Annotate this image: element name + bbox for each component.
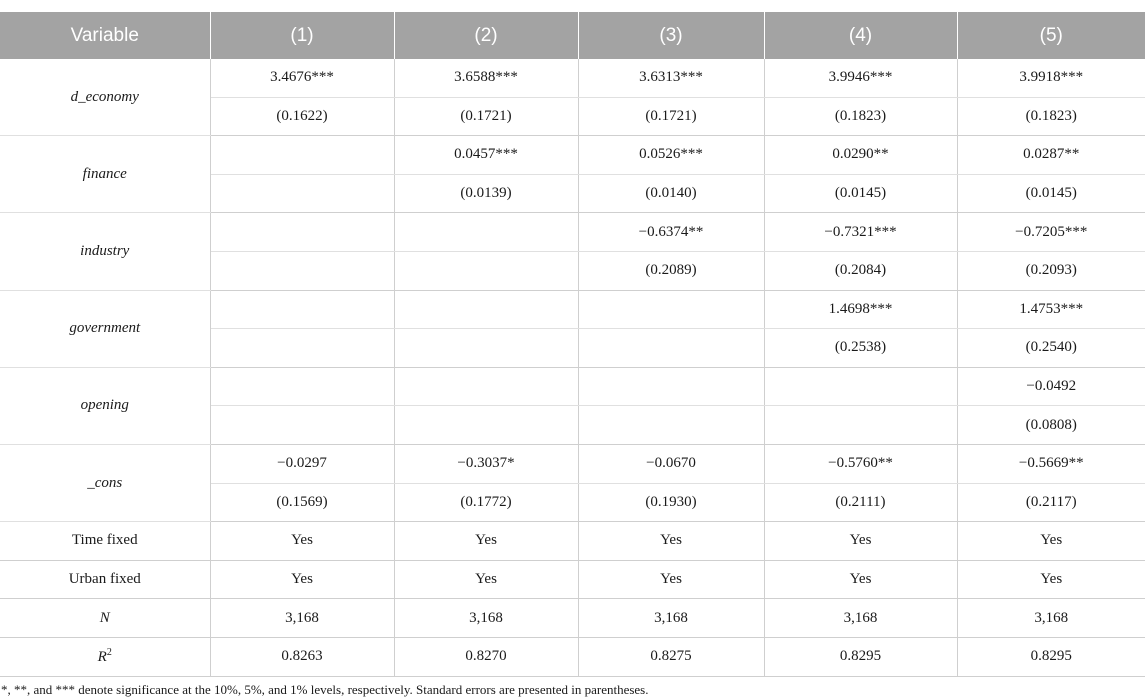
coefficient-cell: −0.0297 (210, 444, 394, 483)
statistic-cell: Yes (764, 560, 957, 599)
statistic-row (0, 599, 1145, 638)
standard-error-cell: (0.1622) (210, 97, 394, 136)
variable-name: _cons (0, 444, 210, 521)
statistic-cell: Yes (764, 522, 957, 561)
standard-error-cell: (0.1930) (578, 483, 764, 522)
coefficient-cell: 0.0526*** (578, 136, 764, 175)
coefficient-cell: 0.0457*** (394, 136, 578, 175)
coefficient-cell: 3.9918*** (957, 59, 1145, 97)
standard-error-cell (210, 174, 394, 213)
statistic-cell: Yes (210, 560, 394, 599)
coefficient-cell: −0.6374** (578, 213, 764, 252)
coefficient-cell (210, 367, 394, 406)
standard-error-cell (210, 251, 394, 290)
coefficient-cell: 1.4698*** (764, 290, 957, 329)
statistic-cell: 3,168 (957, 599, 1145, 638)
statistic-row (0, 560, 1145, 599)
standard-error-cell: (0.2093) (957, 251, 1145, 290)
coefficient-cell (764, 367, 957, 406)
statistic-label (0, 522, 210, 561)
variable-name: finance (0, 136, 210, 213)
statistic-cell: 0.8295 (764, 637, 957, 676)
coefficient-row (0, 213, 1145, 252)
statistic-cell: 3,168 (210, 599, 394, 638)
header-cell-model-4: (4) (764, 12, 957, 59)
coefficient-cell: 1.4753*** (957, 290, 1145, 329)
standard-error-cell (394, 329, 578, 368)
statistic-cell: Yes (394, 522, 578, 561)
standard-error-cell: (0.1772) (394, 483, 578, 522)
variable-name: opening (0, 367, 210, 444)
standard-error-cell (578, 406, 764, 445)
coefficient-cell (210, 213, 394, 252)
statistic-label (0, 560, 210, 599)
coefficient-cell: 3.4676*** (210, 59, 394, 97)
standard-error-cell: (0.0145) (764, 174, 957, 213)
statistic-cell: Yes (578, 560, 764, 599)
statistic-cell: 3,168 (394, 599, 578, 638)
standard-error-cell (210, 329, 394, 368)
coefficient-row (0, 290, 1145, 329)
coefficient-cell: −0.5669** (957, 444, 1145, 483)
statistic-cell: Yes (210, 522, 394, 561)
statistic-label (0, 599, 210, 638)
coefficient-cell (394, 290, 578, 329)
standard-error-cell: (0.2084) (764, 251, 957, 290)
coefficient-cell: −0.7205*** (957, 213, 1145, 252)
coefficient-row (0, 59, 1145, 97)
standard-error-cell (578, 329, 764, 368)
statistic-cell: Yes (394, 560, 578, 599)
coefficient-cell: −0.0492 (957, 367, 1145, 406)
statistic-row (0, 522, 1145, 561)
standard-error-cell: (0.0140) (578, 174, 764, 213)
statistic-label-text: N (99, 609, 110, 626)
header-cell-variable: Variable (0, 12, 210, 59)
statistic-row (0, 637, 1145, 676)
header-cell-model-1: (1) (210, 12, 394, 59)
coefficient-cell (394, 213, 578, 252)
statistic-label-text: Time fixed (71, 532, 138, 549)
header-cell-model-2: (2) (394, 12, 578, 59)
standard-error-cell: (0.1569) (210, 483, 394, 522)
header-cell-model-5: (5) (957, 12, 1145, 59)
header-cell-model-3: (3) (578, 12, 764, 59)
statistic-label-text: Urban fixed (68, 571, 141, 588)
standard-error-cell: (0.2540) (957, 329, 1145, 368)
standard-error-cell: (0.2117) (957, 483, 1145, 522)
variable-name: industry (0, 213, 210, 290)
standard-error-cell: (0.1823) (957, 97, 1145, 136)
standard-error-cell (394, 251, 578, 290)
variable-name: government (0, 290, 210, 367)
standard-error-cell: (0.1721) (578, 97, 764, 136)
coefficient-row (0, 444, 1145, 483)
header-row (0, 12, 1145, 59)
coefficient-cell: −0.7321*** (764, 213, 957, 252)
coefficient-cell: −0.5760** (764, 444, 957, 483)
coefficient-cell: −0.3037* (394, 444, 578, 483)
table-body (0, 59, 1145, 676)
coefficient-row (0, 367, 1145, 406)
coefficient-cell (210, 136, 394, 175)
standard-error-cell (764, 406, 957, 445)
statistic-cell: 3,168 (578, 599, 764, 638)
coefficient-cell (210, 290, 394, 329)
statistic-cell: 0.8270 (394, 637, 578, 676)
statistic-cell: 0.8295 (957, 637, 1145, 676)
coefficient-row (0, 136, 1145, 175)
standard-error-cell: (0.1721) (394, 97, 578, 136)
standard-error-cell: (0.0808) (957, 406, 1145, 445)
standard-error-cell (210, 406, 394, 445)
statistic-cell: Yes (578, 522, 764, 561)
coefficient-cell: 3.9946*** (764, 59, 957, 97)
statistic-cell: Yes (957, 522, 1145, 561)
coefficient-cell: 0.0290** (764, 136, 957, 175)
statistic-label (0, 637, 210, 676)
standard-error-cell: (0.2111) (764, 483, 957, 522)
coefficient-cell: 0.0287** (957, 136, 1145, 175)
statistic-cell: Yes (957, 560, 1145, 599)
variable-name: d_economy (0, 59, 210, 136)
statistic-cell: 0.8275 (578, 637, 764, 676)
table-footnote: *, **, and *** denote significance at the 10%, 5%, and 1% levels, respectively. Standard errors are presented in parentheses. (1, 682, 649, 697)
standard-error-cell: (0.2538) (764, 329, 957, 368)
regression-table (0, 12, 1145, 677)
coefficient-cell: 3.6588*** (394, 59, 578, 97)
coefficient-cell (394, 367, 578, 406)
coefficient-cell (578, 290, 764, 329)
standard-error-cell (394, 406, 578, 445)
standard-error-cell: (0.2089) (578, 251, 764, 290)
coefficient-cell: 3.6313*** (578, 59, 764, 97)
statistic-cell: 3,168 (764, 599, 957, 638)
standard-error-cell: (0.0145) (957, 174, 1145, 213)
coefficient-cell: −0.0670 (578, 444, 764, 483)
statistic-cell: 0.8263 (210, 637, 394, 676)
standard-error-cell: (0.0139) (394, 174, 578, 213)
statistic-label-superscript: 2 (106, 647, 112, 659)
standard-error-cell: (0.1823) (764, 97, 957, 136)
statistic-label-text: R (97, 649, 107, 666)
coefficient-cell (578, 367, 764, 406)
